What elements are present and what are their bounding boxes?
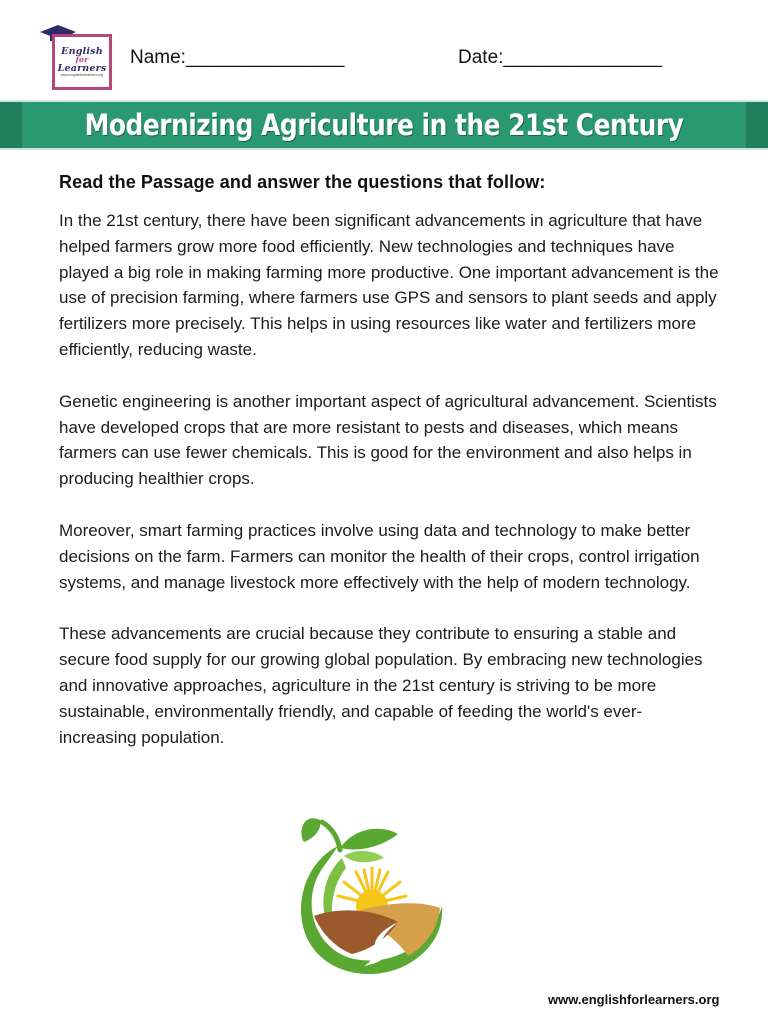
- name-field[interactable]: Name:_______________: [130, 47, 345, 68]
- page-title: Modernizing Agriculture in the 21st Century: [84, 108, 684, 142]
- passage-paragraph-2: Genetic engineering is another important aspect of agricultural advancement. Scientists have developed crops that are more resistant to pests and diseases, which means farmers can use fewer chemicals. This is good for the environment and also helps in producing healthier crops.: [59, 391, 717, 489]
- instructions-heading: Read the Passage and answer the questions that follow:: [59, 172, 546, 192]
- reading-passage: [59, 208, 719, 776]
- passage-paragraph-4: These advancements are crucial because they contribute to ensuring a stable and secure food supply for our growing global population. By embracing new technologies and innovative approaches, agriculture in the 21st century is striving to be more sustainable, environmentally friendly, and capable of feeding the world's ever-increasing population.: [59, 624, 703, 747]
- logo-line-learners: Learners: [57, 62, 107, 74]
- passage-paragraph-1: In the 21st century, there have been significant advancements in agriculture that have helped farmers grow more food efficiently. New technologies and techniques have played a big role in making farming more productive. One important advancement is the use of precision farming, where farmers use GPS and sensors to plant seeds and apply fertilizers more precisely. This helps in using resources like water and fertilizers more efficiently, reducing waste.: [59, 211, 719, 359]
- english-for-learners-logo: [52, 34, 112, 90]
- logo-url: www.englishforlearners.org: [60, 73, 104, 77]
- logo-line-english: English: [61, 45, 103, 57]
- title-banner: [0, 100, 768, 150]
- logo-line-for: for: [75, 55, 89, 64]
- passage-paragraph-3: Moreover, smart farming practices involve using data and technology to make better decisions on the farm. Farmers can monitor the health of their crops, control irrigation systems, and manage livestock more effectively with the help of modern technology.: [59, 520, 700, 592]
- date-field[interactable]: Date:_______________: [458, 47, 662, 68]
- agriculture-emblem-icon: [280, 808, 450, 980]
- footer-website-link[interactable]: www.englishforlearners.org: [548, 992, 720, 1007]
